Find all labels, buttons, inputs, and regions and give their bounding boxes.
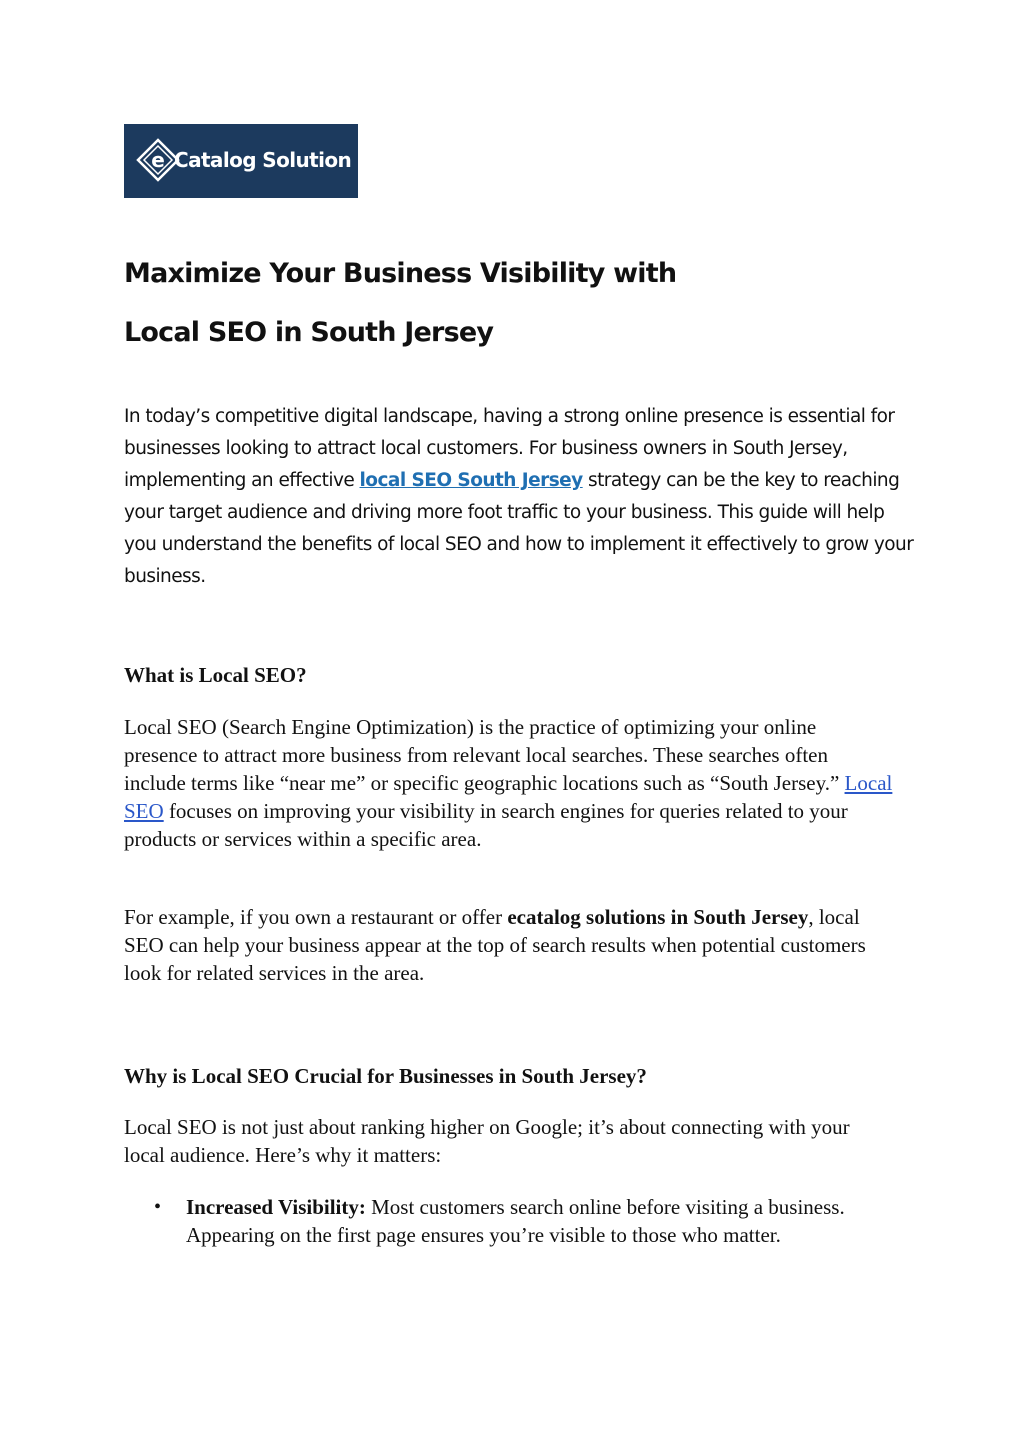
svg-text:e: e (151, 148, 165, 172)
intro-paragraph (124, 401, 914, 593)
logo-text: Catalog Solution (174, 148, 352, 172)
why-it-matters-paragraph: Local SEO is not just about ranking higher on Google; it’s about connecting with your local audience. Here’s why it matters: (124, 1115, 850, 1167)
ecatalog-keyword: ecatalog solutions in South Jersey (507, 905, 809, 929)
benefit-title: Increased Visibility: (186, 1195, 366, 1219)
example-text-start: For example, if you own a restaurant or offer (124, 905, 508, 929)
definition-text-start: Local SEO (Search Engine Optimization) is the practice of optimizing your online presence to attract more business from relevant local searches. These searches often include terms like “near me” or specific geographic locations such as “South Jersey.” (124, 715, 845, 795)
intro-text-start: In today’s competitive digital landscape, having a strong online presence is essential for businesses looking to attract local customers. For business owners in South Jersey, implementing an effective (124, 406, 895, 491)
local-seo-link[interactable]: Local SEO (124, 771, 893, 823)
page-title-line-2: Local SEO in South Jersey (124, 317, 494, 348)
bullet-dot-icon: • (154, 1196, 162, 1218)
company-logo (124, 124, 358, 198)
local-seo-definition-paragraph (124, 713, 894, 853)
section-heading-why-local-seo: Why is Local SEO Crucial for Businesses in South Jersey? (124, 1064, 647, 1088)
example-text-end: , local SEO can help your business appear at the top of search results when potential customers look for related services in the area. (124, 905, 866, 985)
intro-text-end: strategy can be the key to reaching your target audience and driving more foot traffic to your business. This guide will help you understand the benefits of local SEO and how to implement it effectively to grow your business. (124, 470, 914, 587)
list-item (124, 1193, 904, 1249)
benefits-list (124, 1193, 904, 1249)
local-seo-south-jersey-link[interactable]: local SEO South Jersey (359, 470, 583, 491)
section-heading-what-is-local-seo: What is Local SEO? (124, 663, 307, 687)
definition-text-end: focuses on improving your visibility in search engines for queries related to your products or services within a specific area. (124, 799, 848, 851)
page-title-line-1: Maximize Your Business Visibility with (124, 258, 677, 289)
example-paragraph (124, 903, 894, 987)
benefit-text: Most customers search online before visiting a business. Appearing on the first page ensures you’re visible to those who matter. (186, 1195, 845, 1247)
